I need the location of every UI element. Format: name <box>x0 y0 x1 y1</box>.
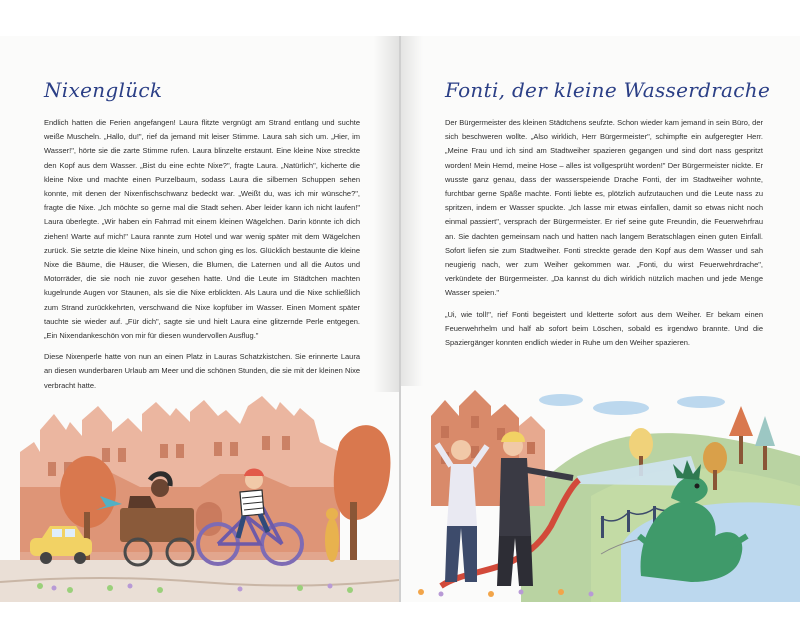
right-page <box>401 36 800 602</box>
paragraph: Der Bürgermeister des kleinen Städtchens seufzte. Schon wieder kam jemand in sein Büro, der sich beschweren wollte. „Also wirklich, Herr Bürgermeister", schimpfte ein aufgeregter Herr. „Meine Frau und ich sind am Stadtweiher spazieren gegangen und sind dort nass gespritzt worden! Mein Hemd, meine Hose – alles ist vollgesprüht worden!" Der Bürgermeister nickte. Er wusste ganz genau, dass der wasserspeiende Drache Fonti, der im Stadtweiher wohnte, furchtbar gerne Späße machte. Fonti liebte es, plötzlich aufzutauchen und die Leute nass zu spritzen, indem er Wasser spuckte. „Ich lasse mir etwas einfallen, damit so etwas nicht noch einmal passiert", versprach der Bürgermeister. Er rief seine gute Freundin, die Feuerwehrfrau an. Sie dachten gemeinsam nach und hatten nach langem Beratschlagen einen guten Einfall. Sofort liefen sie zum Stadtweiher. Fonti streckte gerade den Kopf aus dem Wasser und sah neugierig nach, wer zum Weiher gekommen war. „Fonti, du wirst Feuerwehrdrache", verkündete der Bürgermeister. „Da kannst du dich wirklich nützlich machen und jede Menge Wasser speien." <box>445 118 763 298</box>
story-text-left <box>44 116 360 400</box>
illustration-town-bicycle <box>0 392 399 602</box>
book-fold <box>399 36 401 602</box>
paragraph: Endlich hatten die Ferien angefangen! Laura flitzte vergnügt am Strand entlang und suchte weiße Muscheln. „Hallo, du!", rief da jemand mit leiser Stimme. Laura sah sich um. „Hier, im Wasser!", hörte sie die zarte Stimme rufen. Laura blinzelte erstaunt. Eine kleine Nixe streckte den Kopf aus dem Wasser. „Bist du eine echte Nixe?", fragte Laura. „Natürlich", kicherte die kleine Nixe und machte einen Purzelbaum, sodass Laura die silbernen Schuppen sehen konnte, mit denen der Nixenfischschwanz bedeckt war. „Weißt du, was ich mir wünsche?", fragte die Nixe. „Ich möchte so gerne mal die Stadt sehen. Aber leider kann ich nicht laufen!" Laura überlegte. „Wir haben ein Fahrrad mit einem kleinen Wägelchen. Darin könnte ich dich ziehen! Warte auf mich!" Laura rannte zum Hotel und war wenig später mit dem Wägelchen zurück. Sie setzte die kleine Nixe hinein, und schon ging es los. Glücklich bestaunte die kleine Nixe die Bäume, die Häuser, die Wiesen, die Blumen, die Laternen und all die Autos und Motorräder, die sie noch nie zuvor gesehen hatte. Und die Leute im Städtchen machten kugelrunde Augen vor Staunen, als sie die Nixe erblickten. Als Laura und die Nixe schließlich zum Strand zurückkehrten, verschwand die Nixe kopfüber im Wasser. Einen Moment später tauchte sie wieder auf. „Für dich", sagte sie und hielt Laura eine glitzernde Perle entgegen. „Ein Nixendankeschön von mir für diesen wundervollen Ausflug." <box>44 118 360 341</box>
left-page <box>0 36 399 602</box>
story-text-right <box>445 116 763 357</box>
paragraph: Diese Nixenperle hatte von nun an einen Platz in Lauras Schatzkistchen. Sie erinnerte Laura an diesen wunderbaren Urlaub am Meer und die schönen Stunden, die sie mit der kleinen Nixe verbracht hatte. <box>44 352 360 390</box>
illustration-fire-dragon <box>401 386 800 602</box>
story-title-fonti: Fonti, der kleine Wasserdrache <box>445 78 771 102</box>
paragraph: „Ui, wie toll!", rief Fonti begeistert und kletterte sofort aus dem Weiher. Er bekam einen Feuerwehrhelm und half ab sofort beim Löschen, sobald es irgendwo brannte. Und die Spaziergänger konnten endlich wieder in Ruhe um den Weiher spazieren. <box>445 309 763 348</box>
story-title-nixenglueck: Nixenglück <box>44 78 163 102</box>
